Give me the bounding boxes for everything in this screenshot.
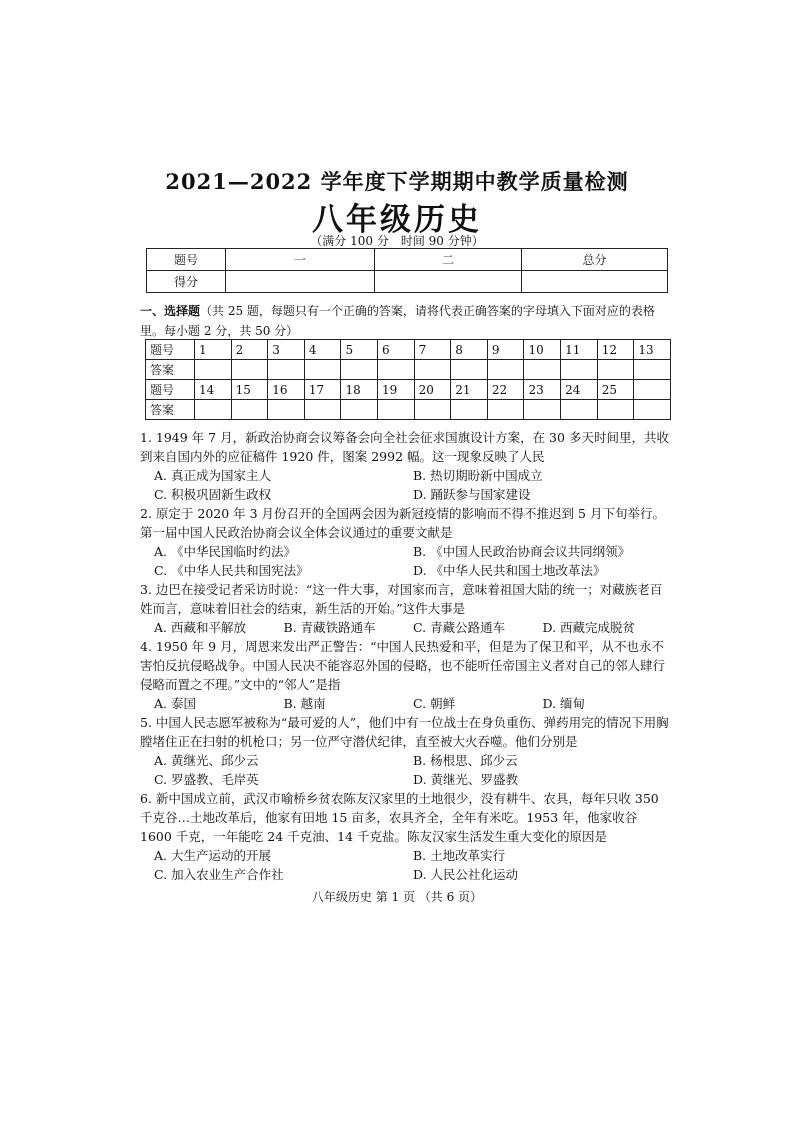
exam-title: 2021—2022 学年度下学期期中教学质量检测 [165,169,629,194]
answer-blank [378,360,415,380]
answer-blank [414,400,451,420]
option-b: B. 杨根思、邱少云 [413,753,518,768]
score-cell: 得分 [147,271,226,293]
answer-blank [561,360,598,380]
page-footer: 八年级历史 第 1 页 （共 6 页） [311,890,483,904]
answer-blank [304,360,341,380]
option-d: D. 人民公社化运动 [413,867,519,882]
answer-cell: 23 [524,380,561,400]
answer-cell: 12 [597,340,634,360]
answer-label: 题号 [146,340,195,360]
section-instructions: （共 25 题，每题只有一个正确的答案，请将代表正确答案的字母填入下面对应的表格里。每小题 2 分，共 50 分） [140,304,655,338]
answer-blank [451,360,488,380]
answer-cell: 7 [414,340,451,360]
question-stem: 3. 边巴在接受记者采访时说：“这一件大事，对国家而言，意味着祖国大陆的统一；对藏族老百姓而言，意味着旧社会的结束，新生活的开始。”这件大事是 [140,582,663,616]
question [140,713,672,789]
answer-cell: 10 [524,340,561,360]
table-row [147,271,668,293]
option-a: A. 大生产运动的开展 [154,848,271,863]
option-a: A. 《中华民国临时约法》 [154,544,296,559]
answer-blank [524,360,561,380]
score-cell: 题号 [147,249,226,271]
score-cell: 总分 [522,249,668,271]
question-stem: 4. 1950 年 9 月，周恩来发出严正警告：“中国人民热爱和平，但是为了保卫和平，从不也永不害怕反抗侵略战争。中国人民决不能容忍外国的侵略，也不能听任帝国主义者对自己的邻人肆行侵略而置之不理。”文中的“邻人”是指 [140,639,666,692]
option-d: D. 缅甸 [542,696,586,711]
score-cell [522,271,668,293]
score-cell: 二 [375,249,522,271]
option-list [140,846,672,884]
answer-blank [195,400,232,420]
option-b: B. 《中国人民政治协商会议共同纲领》 [413,544,631,559]
answer-blank [378,400,415,420]
answer-cell: 22 [487,380,524,400]
option-list [140,542,672,580]
answer-cell: 18 [341,380,378,400]
option-a: A. 泰国 [154,696,196,711]
answer-cell: 4 [304,340,341,360]
option-a: A. 真正成为国家主人 [154,468,271,483]
option-d: D. 西藏完成脱贫 [542,620,636,635]
answer-cell: 15 [231,380,268,400]
option-d: D. 踊跃参与国家建设 [413,487,531,502]
answer-blank [341,400,378,420]
answer-blank [304,400,341,420]
exam-subtitle: （满分 100 分 时间 90 分钟） [310,234,484,248]
answer-cell: 17 [304,380,341,400]
answer-cell: 9 [487,340,524,360]
answer-blank [597,400,634,420]
answer-blank [597,360,634,380]
option-d: D. 黄继光、罗盛教 [413,772,519,787]
option-b: B. 越南 [283,696,326,711]
answer-blank [414,360,451,380]
answer-cell: 14 [195,380,232,400]
subject-title: 八年级历史 [312,202,482,238]
score-cell: 一 [226,249,375,271]
option-c: C. 《中华人民共和国宪法》 [154,563,309,578]
table-row [146,400,671,420]
answer-cell: 2 [231,340,268,360]
option-list [140,618,672,637]
question-stem: 2. 原定于 2020 年 3 月份召开的全国两会因为新冠疫情的影响而不得不推迟到 5 月下旬举行。第一届中国人民政治协商会议全体会议通过的重要文献是 [140,506,665,540]
answer-blank [195,360,232,380]
answer-cell: 3 [268,340,305,360]
answer-cell: 21 [451,380,488,400]
option-list [140,751,672,789]
option-b: B. 土地改革实行 [413,848,506,863]
answer-cell: 8 [451,340,488,360]
question [140,428,672,504]
answer-blank [451,400,488,420]
question [140,637,672,713]
answer-blank [231,400,268,420]
question [140,789,672,884]
question-stem: 6. 新中国成立前，武汉市喻桥乡贫农陈友汉家里的土地很少，没有耕牛、农具，每年只收 350 千克谷…土地改革后，他家有田地 15 亩多，农具齐全，全年有米吃。1953 年，他家收谷 1600 千克，一年能吃 24 千克油、14 千克盐。陈友汉家生活发生重大变化的原因是 [140,791,659,844]
question [140,580,672,637]
score-cell [375,271,522,293]
option-c: C. 青藏公路通车 [413,620,506,635]
option-c: C. 积极巩固新生政权 [154,487,272,502]
answer-cell: 13 [634,340,671,360]
option-list [140,694,672,713]
answer-cell: 20 [414,380,451,400]
option-b: B. 热切期盼新中国成立 [413,468,543,483]
question-stem: 5. 中国人民志愿军被称为“最可爱的人”，他们中有一位战士在身负重伤、弹药用完的情况下用胸膛堵住正在扫射的机枪口；另一位严守潜伏纪律，直至被大火吞噬。他们分别是 [140,715,669,749]
answer-label: 题号 [146,380,195,400]
answer-label: 答案 [146,400,195,420]
answer-cell: 6 [378,340,415,360]
answer-label: 答案 [146,360,195,380]
section-title: 一、选择题 [140,304,201,318]
section-heading [140,301,670,341]
answer-cell: 25 [597,380,634,400]
answer-blank [634,400,671,420]
answer-cell: 19 [378,380,415,400]
question-stem: 1. 1949 年 7 月，新政治协商会议筹备会向全社会征求国旗设计方案，在 30 多天时间里，共收到来自国内外的应征稿件 1920 件，图案 2992 幅。这一现象反映了人民 [140,430,669,464]
table-row [147,249,668,271]
option-d: D. 《中华人民共和国土地改革法》 [413,563,606,578]
option-c: C. 罗盛教、毛岸英 [154,772,259,787]
option-b: B. 青藏铁路通车 [283,620,376,635]
answer-blank [487,360,524,380]
answer-cell [634,380,671,400]
answer-blank [268,400,305,420]
answer-cell: 11 [561,340,598,360]
answer-cell: 24 [561,380,598,400]
question-list [140,428,672,884]
answer-cell: 1 [195,340,232,360]
answer-blank [231,360,268,380]
answer-cell: 5 [341,340,378,360]
answer-blank [341,360,378,380]
question [140,504,672,580]
answer-blank [268,360,305,380]
option-list [140,466,672,504]
answer-cell: 16 [268,380,305,400]
answer-blank [561,400,598,420]
table-row [146,380,671,400]
option-a: A. 黄继光、邱少云 [154,753,259,768]
score-table [146,248,668,293]
option-a: A. 西藏和平解放 [154,620,246,635]
score-cell [226,271,375,293]
table-row [146,360,671,380]
table-row [146,340,671,360]
answer-table [145,339,671,420]
option-c: C. 加入农业生产合作社 [154,867,284,882]
answer-blank [634,360,671,380]
option-c: C. 朝鲜 [413,696,456,711]
answer-blank [487,400,524,420]
answer-blank [524,400,561,420]
